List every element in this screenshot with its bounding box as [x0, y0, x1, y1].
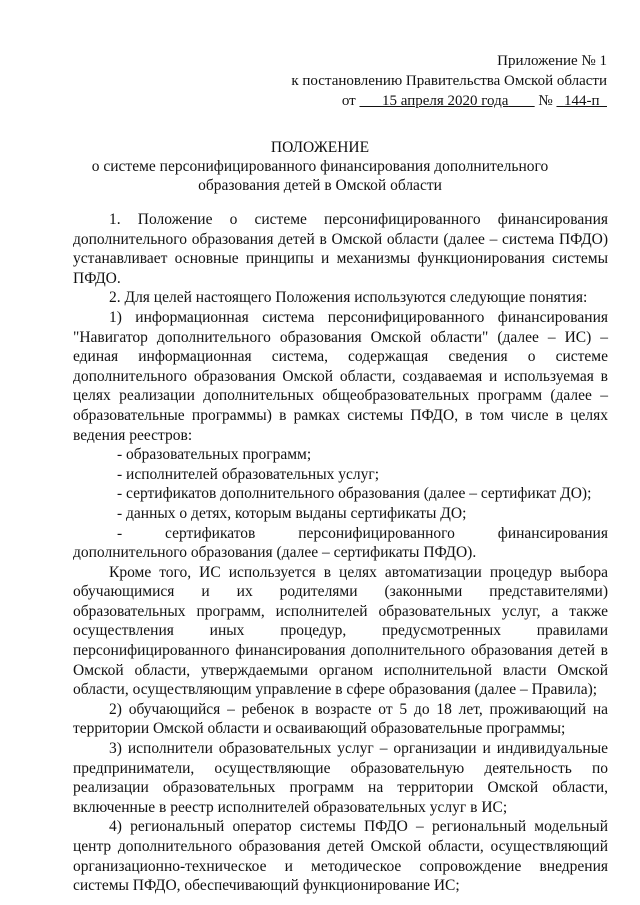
appendix-header — [291, 51, 607, 111]
definition-2: 2) обучающийся – ребенок в возрасте от 5 до 18 лет, проживающий на территории Омской области и осваивающий образовательные программы; — [73, 700, 608, 738]
paragraph-additional: Кроме того, ИС используется в целях автоматизации процедур выбора обучающимися и их родителями (законными представителями) образовательных программ, исполнителей образовательных услуг, а также осуществления иных процедур, предусмотренных правилами персонифицированного финансирования дополнительного образования детей в Омской области, утверждаемыми органом исполнительной власти Омской области, осуществляющим управление в сфере образования (далее – Правила); — [73, 563, 608, 699]
definition-1: 1) информационная система персонифицированного финансирования "Навигатор дополнительного образования Омской области" (далее – ИС) – единая информационная система, содержащая сведения о системе дополнительного образования Омской области, создаваемая и используемая в целях реализации дополнительных общеобразовательных программ (далее – образовательные программы) в рамках системы ПФДО, в том числе в целях ведения реестров: — [73, 308, 608, 444]
title-subtitle-line1: о системе персонифицированного финансирования дополнительного — [91, 158, 549, 175]
registry-item-certificates-do: - сертификатов дополнительного образования (далее – сертификат ДО); — [117, 485, 592, 503]
definition-4: 4) региональный оператор системы ПФДО – региональный модельный центр дополнительного образования детей Омской области, осуществляющий организационно-техническое и методическое сопровождение внедрения системы ПФДО, обеспечивающий функционирование ИС; — [73, 818, 608, 895]
registry-item-children: - данных о детях, которым выданы сертификаты ДО; — [117, 504, 467, 522]
registry-item-programs: - образовательных программ; — [117, 446, 312, 464]
document-title — [0, 138, 640, 195]
appendix-date-line — [291, 91, 607, 111]
paragraph-2: 2. Для целей настоящего Положения используются следующие понятия: — [109, 289, 588, 307]
number-prefix: № — [538, 93, 553, 109]
appendix-reference: к постановлению Правительства Омской области — [291, 73, 607, 89]
paragraph-1: 1. Положение о системе персонифицированного финансирования дополнительного образования детей в Омской области (далее – система ПФДО) устанавливает основные принципы и механизмы функционирования системы ПФДО. — [73, 211, 608, 287]
number-value: 144-п — [563, 93, 600, 109]
title-main: ПОЛОЖЕНИЕ — [270, 139, 370, 156]
date-prefix: от — [341, 93, 356, 109]
registry-item-certificates-pfdo: - сертификатов персонифицированного финансирования дополнительного образования (далее – сертификаты ПФДО). — [73, 524, 608, 562]
document-body — [73, 210, 608, 896]
date-value: 15 апреля 2020 года — [381, 93, 509, 109]
definition-3: 3) исполнители образовательных услуг – организации и индивидуальные предприниматели, осуществляющие образовательную деятельность по реализации образовательных программ на территории Омской области, включенные в реестр исполнителей образовательных услуг в ИС; — [73, 740, 608, 816]
appendix-number: Приложение № 1 — [497, 53, 607, 69]
registry-item-providers: - исполнителей образовательных услуг; — [117, 465, 380, 483]
title-subtitle-line2: образования детей в Омской области — [198, 177, 442, 194]
